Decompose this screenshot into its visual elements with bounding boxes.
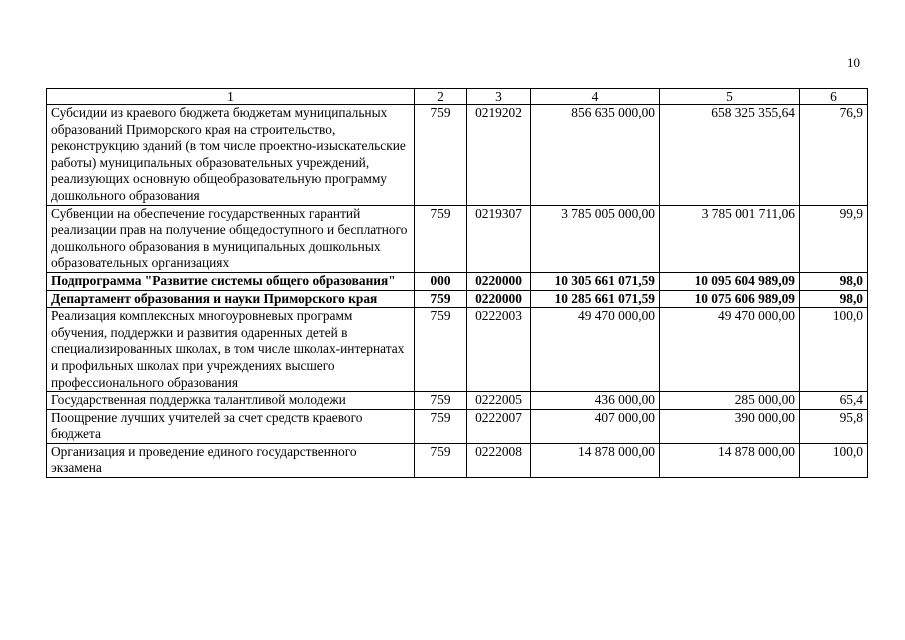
row-code-target: 0220000: [467, 272, 531, 290]
header-cell-4: 4: [531, 89, 660, 105]
row-actual: 14 878 000,00: [660, 443, 800, 477]
row-name: Подпрограмма "Развитие системы общего образования": [47, 272, 415, 290]
row-percent: 65,4: [800, 392, 868, 410]
row-actual: 390 000,00: [660, 409, 800, 443]
row-name: Субсидии из краевого бюджета бюджетам муниципальных образований Приморского края на строительство, реконструкцию зданий (в том числе проектно-изыскательские работы) муниципальных образовательных учреждений, реализующих основную общеобразовательную программу дошкольного образования: [47, 105, 415, 206]
row-name: Организация и проведение единого государственного экзамена: [47, 443, 415, 477]
row-percent: 100,0: [800, 308, 868, 392]
table-row: [47, 443, 868, 477]
row-planned: 49 470 000,00: [531, 308, 660, 392]
row-code-target: 0222007: [467, 409, 531, 443]
row-percent: 99,9: [800, 205, 868, 272]
row-code-ministry: 759: [415, 205, 467, 272]
table-row: [47, 205, 868, 272]
row-name: Реализация комплексных многоуровневых программ обучения, поддержки и развития одаренных детей в специализированных школах, в том числе школах-интернатах и профильных школах при учреждениях высшего профессионального образования: [47, 308, 415, 392]
row-code-target: 0219307: [467, 205, 531, 272]
row-code-target: 0222003: [467, 308, 531, 392]
row-code-target: 0222005: [467, 392, 531, 410]
row-planned: 436 000,00: [531, 392, 660, 410]
header-cell-6: 6: [800, 89, 868, 105]
row-code-target: 0219202: [467, 105, 531, 206]
row-percent: 95,8: [800, 409, 868, 443]
row-percent: 76,9: [800, 105, 868, 206]
table-row: [47, 392, 868, 410]
row-code-ministry: 759: [415, 290, 467, 308]
row-percent: 98,0: [800, 290, 868, 308]
table-row: [47, 290, 868, 308]
row-actual: 3 785 001 711,06: [660, 205, 800, 272]
table-row: [47, 409, 868, 443]
row-actual: 285 000,00: [660, 392, 800, 410]
table-row: [47, 105, 868, 206]
row-code-ministry: 759: [415, 443, 467, 477]
row-planned: 14 878 000,00: [531, 443, 660, 477]
row-name: Поощрение лучших учителей за счет средств краевого бюджета: [47, 409, 415, 443]
row-name: Государственная поддержка талантливой молодежи: [47, 392, 415, 410]
row-planned: 10 285 661 071,59: [531, 290, 660, 308]
row-code-target: 0220000: [467, 290, 531, 308]
row-name: Субвенции на обеспечение государственных гарантий реализации прав на получение общедоступного и бесплатного дошкольного образования в муниципальных дошкольных образовательных организациях: [47, 205, 415, 272]
header-row: [47, 89, 868, 105]
header-cell-3: 3: [467, 89, 531, 105]
row-code-target: 0222008: [467, 443, 531, 477]
table-row: [47, 308, 868, 392]
row-code-ministry: 000: [415, 272, 467, 290]
row-percent: 100,0: [800, 443, 868, 477]
row-actual: 10 095 604 989,09: [660, 272, 800, 290]
row-code-ministry: 759: [415, 105, 467, 206]
row-actual: 10 075 606 989,09: [660, 290, 800, 308]
table-row: [47, 272, 868, 290]
page-number: 10: [847, 55, 860, 70]
row-planned: 407 000,00: [531, 409, 660, 443]
row-planned: 3 785 005 000,00: [531, 205, 660, 272]
row-code-ministry: 759: [415, 308, 467, 392]
header-cell-5: 5: [660, 89, 800, 105]
budget-table: [46, 88, 868, 478]
row-code-ministry: 759: [415, 392, 467, 410]
row-actual: 49 470 000,00: [660, 308, 800, 392]
header-cell-2: 2: [415, 89, 467, 105]
row-planned: 10 305 661 071,59: [531, 272, 660, 290]
row-actual: 658 325 355,64: [660, 105, 800, 206]
row-planned: 856 635 000,00: [531, 105, 660, 206]
row-code-ministry: 759: [415, 409, 467, 443]
header-cell-1: 1: [47, 89, 415, 105]
row-name: Департамент образования и науки Приморского края: [47, 290, 415, 308]
row-percent: 98,0: [800, 272, 868, 290]
